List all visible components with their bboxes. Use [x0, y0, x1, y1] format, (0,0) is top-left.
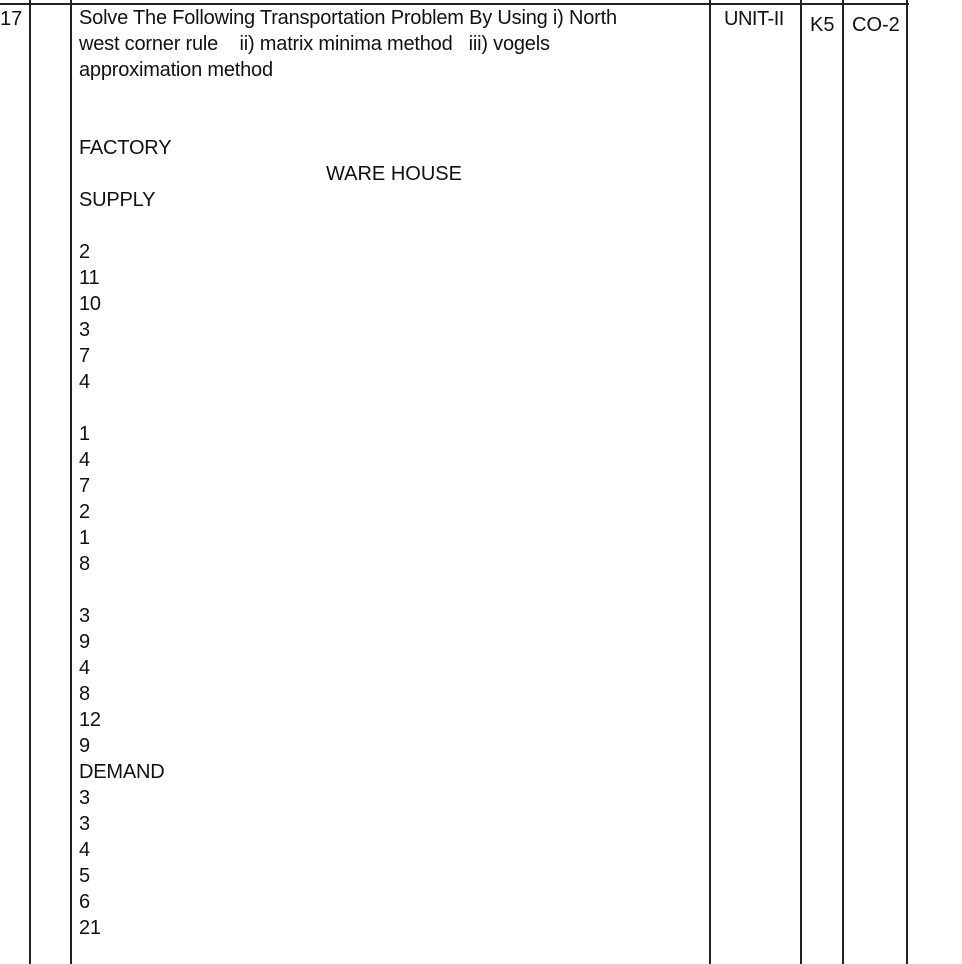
- question-body: [79, 5, 704, 941]
- list-item: 11: [79, 267, 100, 289]
- list-item: 9: [79, 631, 90, 653]
- value-group-2: [79, 421, 704, 577]
- list-item: 4: [79, 839, 90, 861]
- table-left-border: [29, 0, 31, 964]
- list-item: 3: [79, 787, 90, 809]
- question-column-left-border: [70, 0, 72, 964]
- list-item: 5: [79, 865, 90, 887]
- factory-label: FACTORY: [79, 137, 172, 159]
- value-group-1: [79, 239, 704, 395]
- question-number: 17: [0, 8, 23, 30]
- unit-label: UNIT-II: [724, 8, 784, 30]
- list-item: 3: [79, 605, 90, 627]
- demand-values: [79, 785, 704, 941]
- list-item: 6: [79, 891, 90, 913]
- list-item: 12: [79, 709, 101, 731]
- list-item: 3: [79, 319, 90, 341]
- list-item: 1: [79, 527, 90, 549]
- question-text-line-3: approximation method: [79, 59, 273, 81]
- demand-label: DEMAND: [79, 761, 165, 783]
- list-item: 4: [79, 371, 90, 393]
- list-item: 21: [79, 917, 101, 939]
- list-item: 8: [79, 683, 90, 705]
- level-column-left-border: [800, 0, 802, 964]
- unit-column-left-border: [709, 0, 711, 964]
- list-item: 7: [79, 475, 90, 497]
- question-text-line-2: west corner rule ii) matrix minima method iii) vogels: [79, 33, 550, 55]
- co-column-left-border: [842, 0, 844, 964]
- list-item: 9: [79, 735, 90, 757]
- list-item: 4: [79, 449, 90, 471]
- list-item: 8: [79, 553, 90, 575]
- course-outcome: CO-2: [852, 14, 900, 36]
- warehouse-label: WARE HOUSE: [326, 163, 462, 185]
- supply-label: SUPPLY: [79, 189, 156, 211]
- list-item: 3: [79, 813, 90, 835]
- list-item: 2: [79, 501, 90, 523]
- question-text-line-1: Solve The Following Transportation Problem By Using i) North: [79, 7, 617, 29]
- list-item: 10: [79, 293, 101, 315]
- list-item: 4: [79, 657, 90, 679]
- value-group-3: [79, 603, 704, 759]
- list-item: 2: [79, 241, 90, 263]
- list-item: 1: [79, 423, 90, 445]
- table-right-border: [906, 0, 908, 964]
- list-item: 7: [79, 345, 90, 367]
- knowledge-level: K5: [810, 14, 835, 36]
